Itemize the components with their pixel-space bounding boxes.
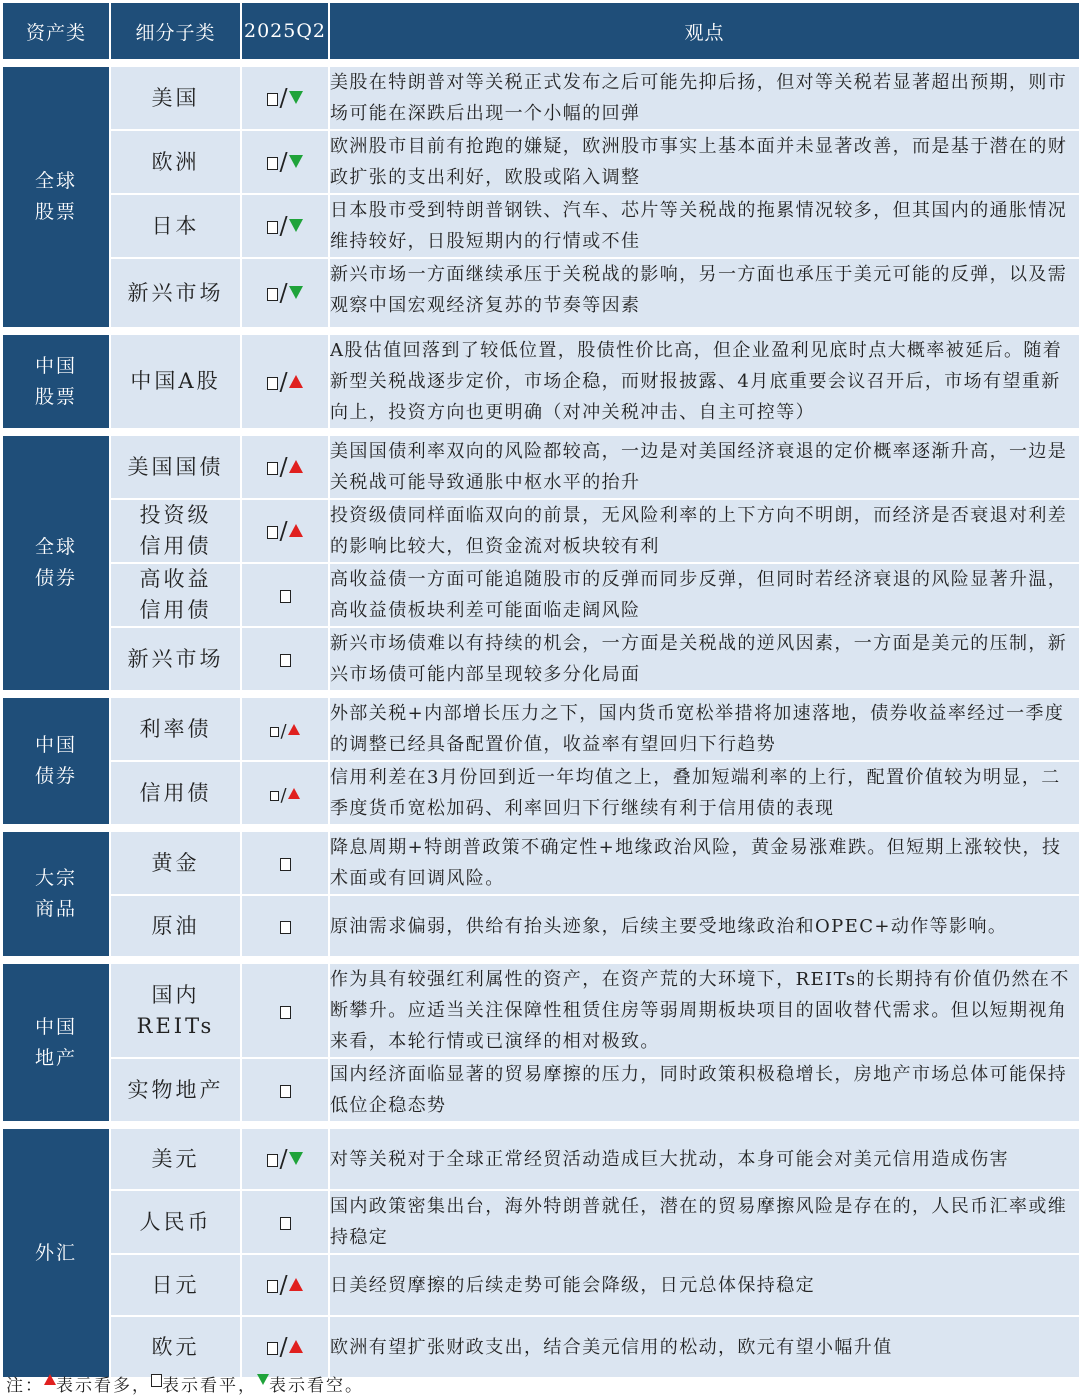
table-row <box>3 335 1079 430</box>
table-row <box>3 964 1079 1059</box>
down-triangle-icon <box>257 1374 269 1385</box>
signal-cell <box>242 1255 330 1317</box>
square-icon <box>267 462 278 475</box>
subclass-label: 黄金 <box>151 850 200 875</box>
header-asset-class: 资产类 <box>3 3 111 61</box>
slash-divider: / <box>279 1271 288 1299</box>
opinion-cell: 国内政策密集出台，海外特朗普就任，潜在的贸易摩擦风险是存在的，人民币汇率或维持稳定 <box>330 1191 1079 1255</box>
slash-divider: / <box>279 1333 288 1361</box>
subclass-cell <box>111 67 242 131</box>
opinion-cell: 美国国债利率双向的风险都较高，一边是对美国经济衰退的定价概率逐渐升高，一边是关税战可能导致通胀中枢水平的抬升 <box>330 436 1079 500</box>
signal-cell <box>242 67 330 131</box>
square-icon <box>267 1342 278 1355</box>
subclass-cell <box>111 335 242 430</box>
down-triangle-icon <box>289 91 303 104</box>
square-icon <box>267 93 278 106</box>
slash-divider: / <box>279 453 288 481</box>
note-down-text: 表示看空。 <box>269 1376 364 1396</box>
signal-cell <box>242 1191 330 1255</box>
subclass-cell <box>111 896 242 958</box>
opinion-cell: 降息周期+特朗普政策不确定性+地缘政治风险，黄金易涨难跌。但短期上涨较快，技术面或有回调风险。 <box>330 832 1079 896</box>
signal-cell <box>242 259 330 329</box>
up-triangle-icon <box>44 1374 56 1385</box>
table-row <box>3 1255 1079 1317</box>
signal-cell <box>242 436 330 500</box>
asset-class-label: 全球 债券 <box>34 536 77 589</box>
slash-divider: / <box>279 1145 288 1173</box>
asset-class-label: 全球 股票 <box>34 170 77 223</box>
slash-divider: / <box>279 517 288 545</box>
square-icon <box>267 377 278 390</box>
subclass-label: 原油 <box>151 913 200 938</box>
opinion-cell: 作为具有较强红利属性的资产，在资产荒的大环境下，REITs的长期持有价值仍然在不断攀升。应适当关注保障性租赁住房等弱周期板块项目的固收替代需求。但以短期视角来看，本轮行情或已演绎的相对极致。 <box>330 964 1079 1059</box>
asset-class-label: 中国 地产 <box>34 1015 77 1069</box>
table-row <box>3 67 1079 131</box>
signal-cell <box>242 131 330 195</box>
opinion-cell: A股估值回落到了较低位置，股债性价比高，但企业盈利见底时点大概率被延后。随着新型关税战逐步定价，市场企稳，而财报披露、4月底重要会议召开后，市场有望重新向上，投资方向也更明确（对冲关税冲击、自主可控等） <box>330 335 1079 430</box>
subclass-cell <box>111 698 242 762</box>
table-row <box>3 1059 1079 1123</box>
square-icon <box>280 1217 291 1230</box>
opinion-cell: 日美经贸摩擦的后续走势可能会降级，日元总体保持稳定 <box>330 1255 1079 1317</box>
signal-cell <box>242 896 330 958</box>
square-icon <box>280 590 291 603</box>
slash-divider: / <box>280 720 287 742</box>
table-row <box>3 698 1079 762</box>
asset-class-cell <box>3 832 111 958</box>
note-flat-text: 表示看平， <box>162 1376 257 1396</box>
table-row <box>3 1317 1079 1379</box>
subclass-cell <box>111 259 242 329</box>
table-row <box>3 564 1079 628</box>
square-icon <box>280 921 291 934</box>
subclass-label: 日本 <box>151 213 200 238</box>
asset-class-cell <box>3 67 111 329</box>
asset-class-label: 大宗 商品 <box>34 867 77 920</box>
up-triangle-icon <box>288 724 300 735</box>
asset-class-cell <box>3 436 111 692</box>
signal-cell <box>242 195 330 259</box>
header-quarter: 2025Q2 <box>242 3 330 61</box>
signal-cell <box>242 564 330 628</box>
table-body <box>3 67 1079 1379</box>
subclass-label: 投资级 信用债 <box>139 503 212 558</box>
subclass-label: 人民币 <box>139 1209 212 1234</box>
up-triangle-icon <box>289 1340 303 1353</box>
opinion-cell: 国内经济面临显著的贸易摩擦的压力，同时政策积极稳增长，房地产市场总体可能保持低位企稳态势 <box>330 1059 1079 1123</box>
square-icon <box>270 791 279 801</box>
table-row <box>3 896 1079 958</box>
signal-cell <box>242 698 330 762</box>
subclass-cell <box>111 1059 242 1123</box>
subclass-cell <box>111 195 242 259</box>
subclass-label: 美元 <box>151 1146 200 1171</box>
table-row <box>3 762 1079 826</box>
table-row <box>3 195 1079 259</box>
up-triangle-icon <box>289 524 303 537</box>
up-triangle-icon <box>289 460 303 473</box>
header-row <box>3 3 1079 61</box>
opinion-cell: 高收益债一方面可能追随股市的反弹而同步反弹，但同时若经济衰退的风险显著升温，高收益债板块利差可能面临走阔风险 <box>330 564 1079 628</box>
down-triangle-icon <box>289 219 303 232</box>
opinion-cell: 外部关税+内部增长压力之下，国内货币宽松举措将加速落地，债券收益率经过一季度的调整已经具备配置价值，收益率有望回归下行趋势 <box>330 698 1079 762</box>
subclass-cell <box>111 564 242 628</box>
slash-divider: / <box>279 212 288 240</box>
square-icon <box>270 727 279 737</box>
note-up-text: 表示看多， <box>56 1376 151 1396</box>
square-icon <box>267 157 278 170</box>
down-triangle-icon <box>289 286 303 299</box>
subclass-cell <box>111 762 242 826</box>
signal-cell <box>242 1059 330 1123</box>
subclass-label: 欧元 <box>151 1334 200 1359</box>
subclass-cell <box>111 131 242 195</box>
slash-divider: / <box>279 367 288 396</box>
down-triangle-icon <box>289 1152 303 1165</box>
signal-cell <box>242 762 330 826</box>
square-icon <box>267 1154 278 1167</box>
opinion-cell: 投资级债同样面临双向的前景，无风险利率的上下方向不明朗，而经济是否衰退对利差的影响比较大，但资金流对板块较有利 <box>330 500 1079 564</box>
subclass-cell <box>111 832 242 896</box>
down-triangle-icon <box>289 155 303 168</box>
table-row <box>3 500 1079 564</box>
up-triangle-icon <box>288 788 300 799</box>
subclass-cell <box>111 1255 242 1317</box>
up-triangle-icon <box>289 1278 303 1291</box>
table-row <box>3 1129 1079 1191</box>
up-triangle-icon <box>289 375 303 388</box>
subclass-label: 美国 <box>151 85 200 110</box>
square-icon <box>280 1085 291 1098</box>
signal-cell <box>242 628 330 692</box>
opinion-cell: 对等关税对于全球正常经贸活动造成巨大扰动，本身可能会对美元信用造成伤害 <box>330 1129 1079 1191</box>
square-icon <box>267 221 278 234</box>
subclass-label: 国内 REITs <box>136 982 215 1038</box>
slash-divider: / <box>280 784 287 806</box>
subclass-label: 中国A股 <box>130 369 221 393</box>
signal-cell <box>242 1317 330 1379</box>
opinion-cell: 信用利差在3月份回到近一年均值之上，叠加短端利率的上行，配置价值较为明显，二季度货币宽松加码、利率回归下行继续有利于信用债的表现 <box>330 762 1079 826</box>
signal-cell <box>242 500 330 564</box>
signal-cell <box>242 1129 330 1191</box>
slash-divider: / <box>279 148 288 176</box>
header-opinion: 观点 <box>330 3 1079 61</box>
subclass-cell <box>111 436 242 500</box>
subclass-label: 信用债 <box>139 780 212 805</box>
opinion-cell: 新兴市场一方面继续承压于关税战的影响，另一方面也承压于美元可能的反弹，以及需观察中国宏观经济复苏的节奏等因素 <box>330 259 1079 329</box>
table-row <box>3 131 1079 195</box>
table-row <box>3 259 1079 329</box>
subclass-cell <box>111 1129 242 1191</box>
square-icon <box>280 1006 291 1019</box>
opinion-cell: 美股在特朗普对等关税正式发布之后可能先抑后扬，但对等关税若显著超出预期，则市场可能在深跌后出现一个小幅的回弹 <box>330 67 1079 131</box>
subclass-label: 实物地产 <box>127 1077 224 1102</box>
square-icon <box>280 654 291 667</box>
subclass-label: 高收益 信用债 <box>139 567 212 622</box>
subclass-cell <box>111 500 242 564</box>
square-icon <box>267 288 278 301</box>
table-row <box>3 832 1079 896</box>
square-icon <box>267 1280 278 1293</box>
subclass-cell <box>111 964 242 1059</box>
asset-class-label: 外汇 <box>34 1241 77 1264</box>
legend-note <box>6 1371 364 1396</box>
subclass-label: 新兴市场 <box>127 280 224 305</box>
opinion-cell: 欧洲股市目前有抢跑的嫌疑，欧洲股市事实上基本面并未显著改善，而是基于潜在的财政扩张的支出利好，欧股或陷入调整 <box>330 131 1079 195</box>
slash-divider: / <box>279 279 288 307</box>
opinion-cell: 新兴市场债难以有持续的机会，一方面是关税战的逆风因素，一方面是美元的压制，新兴市场债可能内部呈现较多分化局面 <box>330 628 1079 692</box>
subclass-cell <box>111 1317 242 1379</box>
table-row <box>3 436 1079 500</box>
signal-cell <box>242 964 330 1059</box>
opinion-cell: 欧洲有望扩张财政支出，结合美元信用的松动，欧元有望小幅升值 <box>330 1317 1079 1379</box>
square-icon <box>280 858 291 871</box>
asset-class-cell <box>3 1129 111 1379</box>
subclass-label: 日元 <box>151 1272 200 1297</box>
signal-cell <box>242 832 330 896</box>
asset-outlook-table <box>3 3 1079 1379</box>
header-subclass: 细分子类 <box>111 3 242 61</box>
subclass-cell <box>111 628 242 692</box>
opinion-cell: 原油需求偏弱，供给有抬头迹象，后续主要受地缘政治和OPEC+动作等影响。 <box>330 896 1079 958</box>
square-icon <box>151 1374 162 1387</box>
note-prefix: 注： <box>6 1376 44 1396</box>
subclass-label: 新兴市场 <box>127 646 224 671</box>
subclass-cell <box>111 1191 242 1255</box>
asset-class-cell <box>3 698 111 826</box>
table-row <box>3 1191 1079 1255</box>
opinion-cell: 日本股市受到特朗普钢铁、汽车、芯片等关税战的拖累情况较多，但其国内的通胀情况维持较好，日股短期内的行情或不佳 <box>330 195 1079 259</box>
subclass-label: 利率债 <box>139 716 212 741</box>
asset-class-label: 中国 债券 <box>34 734 77 787</box>
signal-cell <box>242 335 330 430</box>
subclass-label: 美国国债 <box>127 454 224 479</box>
square-icon <box>267 526 278 539</box>
asset-class-cell <box>3 335 111 430</box>
asset-class-cell <box>3 964 111 1123</box>
asset-class-label: 中国 股票 <box>34 354 77 408</box>
slash-divider: / <box>279 84 288 112</box>
table-row <box>3 628 1079 692</box>
subclass-label: 欧洲 <box>151 149 200 174</box>
